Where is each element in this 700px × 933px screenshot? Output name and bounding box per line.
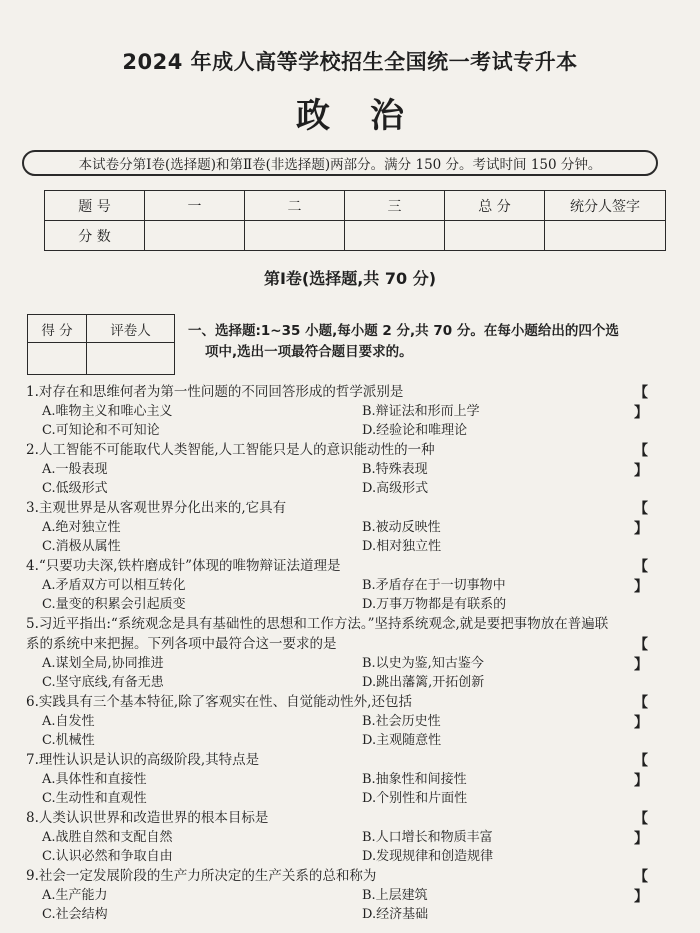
option-b: B.被动反映性 (362, 520, 441, 535)
question-stem: 8.人类认识世界和改造世界的根本目标是 (26, 810, 269, 826)
option-d: D.万事万物都是有联系的 (362, 597, 507, 612)
option-a: A.矛盾双方可以相互转化 (42, 578, 186, 593)
grader-score-header: 得 分 (28, 315, 87, 343)
option-d: D.经济基础 (362, 907, 429, 922)
question-stem: 9.社会一定发展阶段的生产力所决定的生产关系的总和称为 (26, 868, 377, 884)
grader-table (27, 314, 175, 375)
exam-title: 2024 年成人高等学校招生全国统一考试专升本 (122, 50, 578, 74)
question-stem: 2.人工智能不可能取代人类智能,人工智能只是人的意识能动性的一种 (26, 442, 435, 458)
option-b: B.人口增长和物质丰富 (362, 830, 493, 845)
question-list (26, 382, 666, 924)
option-b: B.矛盾存在于一切事物中 (362, 578, 506, 593)
answer-bracket: 【 】 (634, 811, 662, 847)
option-a: A.战胜自然和支配自然 (42, 830, 173, 845)
score-blank (145, 221, 245, 251)
section-title: 第Ⅰ卷(选择题,共 70 分) (263, 269, 437, 288)
question-item (26, 556, 666, 614)
answer-bracket: 【 】 (634, 559, 662, 595)
question-item (26, 382, 666, 440)
option-c: C.坚守底线,有备无患 (42, 675, 164, 690)
answer-bracket: 【 】 (634, 501, 662, 537)
instruction-line: 项中,选出一项最符合题目要求的。 (205, 344, 413, 360)
grader-blank (87, 343, 175, 375)
question-stem: 7.理性认识是认识的高级阶段,其特点是 (26, 752, 260, 768)
score-cell-part1: 一 (145, 191, 245, 221)
option-c: C.机械性 (42, 733, 95, 748)
option-a: A.谋划全局,协同推进 (42, 656, 164, 671)
option-b: B.抽象性和间接性 (362, 772, 467, 787)
option-b: B.以史为鉴,知古鉴今 (362, 656, 484, 671)
question-stem: 1.对存在和思维何者为第一性问题的不同回答形成的哲学派别是 (26, 384, 404, 400)
subject-title: 政治 (296, 96, 444, 136)
question-item (26, 692, 666, 750)
option-c: C.量变的积累会引起质变 (42, 597, 186, 612)
option-a: A.具体性和直接性 (42, 772, 147, 787)
option-d: D.跳出藩篱,开拓创新 (362, 675, 485, 690)
score-blank (245, 221, 345, 251)
score-cell-part3: 三 (345, 191, 445, 221)
score-blank (445, 221, 545, 251)
score-table-header-row (45, 191, 666, 221)
score-cell-total: 总 分 (445, 191, 545, 221)
score-blank (545, 221, 666, 251)
option-b: B.辩证法和形而上学 (362, 404, 480, 419)
question-item (26, 866, 666, 924)
option-d: D.主观随意性 (362, 733, 442, 748)
answer-bracket: 【 】 (634, 695, 662, 731)
question-stem: 6.实践具有三个基本特征,除了客观实在性、自觉能动性外,还包括 (26, 694, 412, 710)
score-cell-label: 题 号 (45, 191, 145, 221)
exam-notice: 本试卷分第Ⅰ卷(选择题)和第Ⅱ卷(非选择题)两部分。满分 150 分。考试时间 150 分钟。 (22, 150, 658, 176)
question-item (26, 440, 666, 498)
option-d: D.高级形式 (362, 481, 429, 496)
option-a: A.一般表现 (42, 462, 108, 477)
option-c: C.生动性和直观性 (42, 791, 147, 806)
score-cell-part2: 二 (245, 191, 345, 221)
option-b: B.特殊表现 (362, 462, 428, 477)
question-stem: 5.习近平指出:“系统观念是具有基础性的思想和工作方法。”坚持系统观念,就是要把事物放在普遍联系的系统中来把握。下列各项中最符合这一要求的是 (26, 616, 609, 652)
option-d: D.个别性和片面性 (362, 791, 468, 806)
option-a: A.自发性 (42, 714, 95, 729)
instruction-line: 一、选择题:1~35 小题,每小题 2 分,共 70 分。在每小题给出的四个选 (188, 323, 619, 339)
option-d: D.经验论和唯理论 (362, 423, 468, 438)
question-stem: 4.“只要功夫深,铁杵磨成针”体现的唯物辩证法道理是 (26, 558, 341, 574)
option-a: A.生产能力 (42, 888, 108, 903)
option-b: B.社会历史性 (362, 714, 441, 729)
score-blank (345, 221, 445, 251)
answer-bracket: 【 】 (634, 753, 662, 789)
option-a: A.唯物主义和唯心主义 (42, 404, 173, 419)
grader-blank (28, 343, 87, 375)
option-a: A.绝对独立性 (42, 520, 121, 535)
score-cell-signature: 统分人签字 (545, 191, 666, 221)
question-item (26, 808, 666, 866)
answer-bracket: 【 】 (634, 637, 662, 673)
question-stem: 3.主观世界是从客观世界分化出来的,它具有 (26, 500, 287, 516)
question-item (26, 498, 666, 556)
option-c: C.低级形式 (42, 481, 108, 496)
option-d: D.相对独立性 (362, 539, 442, 554)
score-table-value-row (45, 221, 666, 251)
option-b: B.上层建筑 (362, 888, 428, 903)
option-c: C.认识必然和争取自由 (42, 849, 173, 864)
answer-bracket: 【 】 (634, 385, 662, 421)
option-c: C.可知论和不可知论 (42, 423, 160, 438)
option-d: D.发现规律和创造规律 (362, 849, 494, 864)
grader-name-header: 评卷人 (87, 315, 175, 343)
option-c: C.消极从属性 (42, 539, 121, 554)
option-c: C.社会结构 (42, 907, 108, 922)
answer-bracket: 【 】 (634, 443, 662, 479)
answer-bracket: 【 】 (634, 869, 662, 905)
question-item (26, 750, 666, 808)
score-table (44, 190, 666, 251)
section-instruction (188, 321, 668, 363)
question-item (26, 614, 666, 692)
score-row-label: 分 数 (45, 221, 145, 251)
